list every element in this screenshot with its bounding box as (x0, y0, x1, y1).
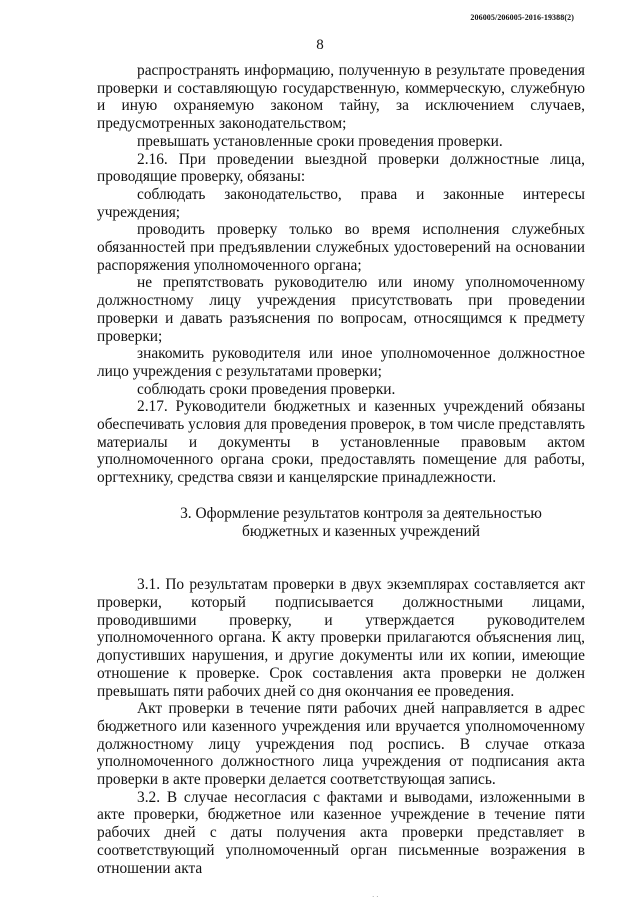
spacer (97, 487, 585, 505)
section-heading-line-1: 3. Оформление результатов контроля за деятельностью (180, 504, 542, 522)
paragraph: превышать установленные сроки проведения проверки. (137, 132, 503, 150)
paragraph: проводить проверку только во время исполнения служебных обязанностей при предъявлении служебных удостоверений на основании распоряжения уполномоченного органа; (97, 221, 585, 274)
paragraph-3-1: 3.1. По результатам проверки в двух экземплярах составляется акт проверки, который подписывается должностными лицами, проводившими проверку, и утверждается руководителем уполномоченного органа. К акту проверки прилагаются объяснения лиц, допустивших нарушения, и другие документы или их копии, имеющие отношение к проверке. Срок составления акта проверки не должен превышать пяти рабочих дней со дня окончания ее проведения. (97, 576, 585, 700)
page-number: 8 (316, 37, 324, 53)
paragraph-2-16: 2.16. При проведении выездной проверки должностные лица, проводящие проверку, обязаны: (97, 150, 585, 186)
document-registration-code: 206005/206005-2016-19388(2) (470, 13, 574, 22)
scan-artifact: · · (372, 893, 379, 901)
paragraph: Акт проверки в течение пяти рабочих дней направляется в адрес бюджетного или казенного учреждения или вручается уполномоченному должностному лицу учреждения под роспись. В случае отказа уполномоченного должностного лица учреждения от подписания акта проверки в акте проверки делается соответствующая запись. (97, 700, 585, 789)
paragraph-3-2: 3.2. В случае несогласия с фактами и выводами, изложенными в акте проверки, бюджетное или казенное учреждение в течение пяти рабочих дней с даты получения акта проверки представляет в соответствующий уполномоченный орган письменные возражения в отношении акта (97, 788, 585, 877)
paragraph-2-17: 2.17. Руководители бюджетных и казенных учреждений обязаны обеспечивать условия для проведения проверок, в том числе представлять материалы и документы в установленные правовым актом уполномоченного органа сроки, предоставлять помещение для работы, оргтехнику, средства связи и канцелярские принадлежности. (97, 398, 585, 487)
paragraph: не препятствовать руководителю или иному уполномоченному должностному лицу учреждения присутствовать при проведении проверки и давать разъяснения по вопросам, относящимся к предмету проверки; (97, 274, 585, 345)
section-heading-line-2: бюджетных и казенных учреждений (242, 522, 480, 540)
paragraph: соблюдать законодательство, права и законные интересы учреждения; (97, 185, 585, 221)
paragraph: распространять информацию, полученную в результате проведения проверки и составляющую государственную, коммерческую, служебную и иную охраняемую законом тайну, за исключением случаев, предусмотренных законодательством; (97, 62, 585, 133)
document-body (97, 62, 585, 877)
spacer (97, 540, 585, 576)
paragraph: соблюдать сроки проведения проверки. (137, 380, 396, 398)
paragraph: знакомить руководителя или иное уполномоченное должностное лицо учреждения с результатами проверки; (97, 345, 585, 380)
